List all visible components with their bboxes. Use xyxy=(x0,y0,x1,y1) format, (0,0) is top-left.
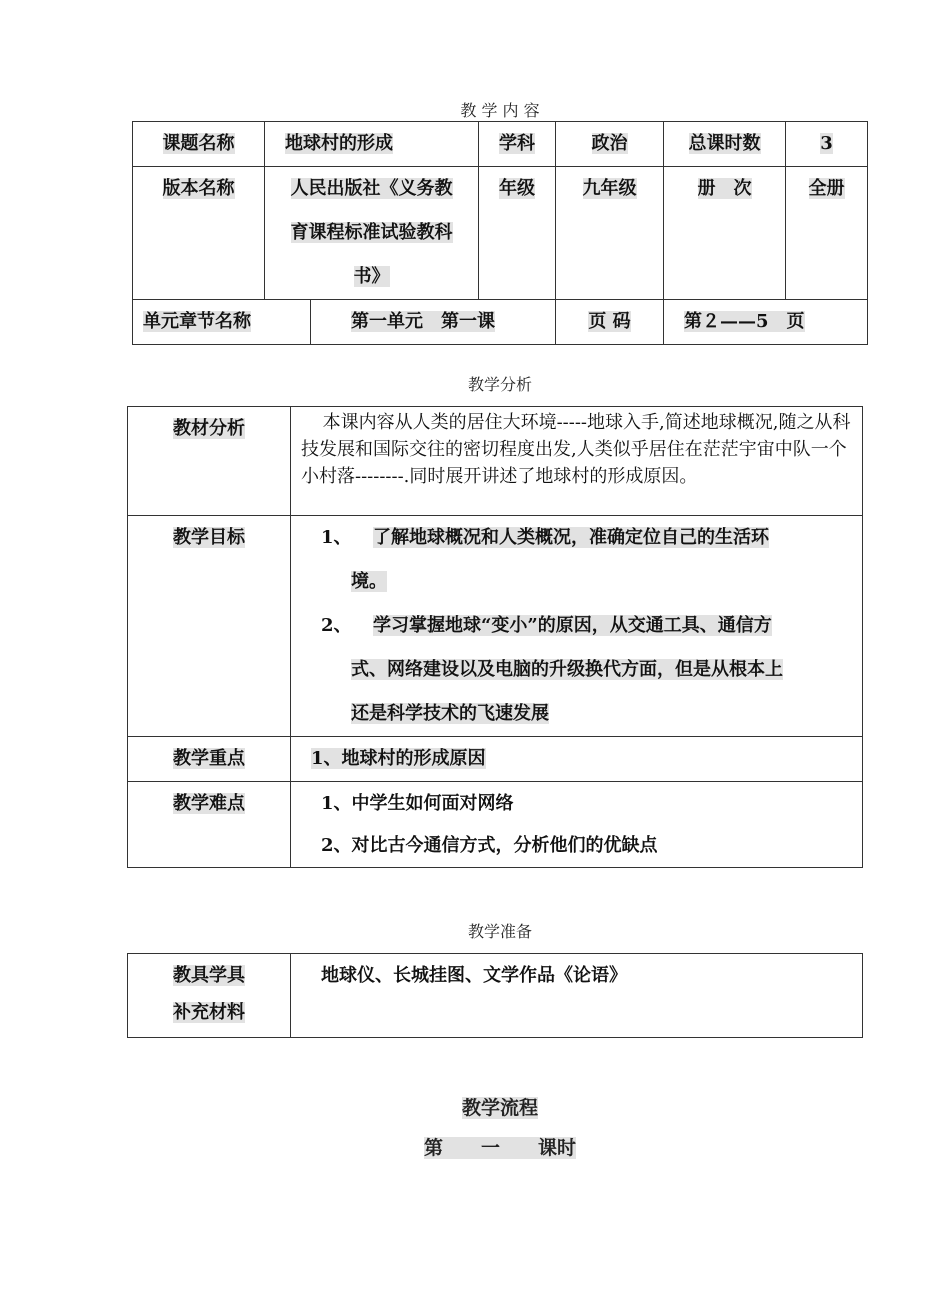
volume-value-cell xyxy=(786,167,868,300)
edition-value-cell xyxy=(265,167,479,300)
grade-value: 九年级 xyxy=(582,178,637,199)
volume-value: 全册 xyxy=(808,178,845,199)
goal-item-2 xyxy=(291,604,862,736)
grade-label: 年级 xyxy=(499,178,535,199)
volume-label-cell xyxy=(664,167,786,300)
difficulty-label: 教学难点 xyxy=(173,793,245,814)
topic-label-cell xyxy=(133,122,265,167)
material-label: 教材分析 xyxy=(173,418,245,439)
key-label: 教学重点 xyxy=(173,748,245,769)
unit-label-cell xyxy=(133,300,311,345)
page-value-cell xyxy=(664,300,868,345)
prep-value-cell xyxy=(291,954,863,1038)
material-cell xyxy=(291,407,863,516)
unit-label: 单元章节名称 xyxy=(143,311,251,332)
page-label-cell xyxy=(556,300,664,345)
topic-value-cell xyxy=(265,122,479,167)
edition-value-line-1: 人民出版社《义务教 xyxy=(290,178,453,199)
subject-value-cell xyxy=(556,122,664,167)
page-label: 页 码 xyxy=(588,311,631,332)
unit-value: 第一单元 第一课 xyxy=(351,311,495,332)
edition-label-cell xyxy=(133,167,265,300)
subject-label: 学科 xyxy=(499,133,535,154)
analysis-table xyxy=(127,406,863,868)
goal-1-line-1: 了解地球概况和人类概况，准确定位自己的生活环 xyxy=(373,527,769,548)
prep-label-cell xyxy=(128,954,291,1038)
hours-label: 总课时数 xyxy=(688,133,761,154)
content-section-title: 教 学 内 容 xyxy=(460,101,540,120)
key-text: 1、地球村的形成原因 xyxy=(311,748,486,769)
process-section-title: 教学流程 xyxy=(461,1097,538,1119)
subject-value: 政治 xyxy=(591,133,628,154)
analysis-section-title: 教学分析 xyxy=(467,375,532,394)
material-label-cell xyxy=(128,407,291,516)
goal-item-1 xyxy=(291,516,862,604)
topic-label: 课题名称 xyxy=(162,133,235,154)
prep-label-line-2: 补充材料 xyxy=(173,1002,245,1023)
hours-label-cell xyxy=(664,122,786,167)
goal-2-line-3: 还是科学技术的飞速发展 xyxy=(351,703,549,724)
prep-section-title: 教学准备 xyxy=(467,922,532,941)
difficulty-item-1: 1、中学生如何面对网络 xyxy=(321,793,514,814)
edition-value-line-2: 育课程标准试验教科 xyxy=(290,222,453,243)
key-label-cell xyxy=(128,737,291,782)
goal-2-line-2: 式、网络建设以及电脑的升级换代方面，但是从根本上 xyxy=(351,659,783,680)
topic-value: 地球村的形成 xyxy=(285,133,393,154)
edition-label: 版本名称 xyxy=(162,178,235,199)
hours-value: 3 xyxy=(820,133,833,154)
volume-label: 册 次 xyxy=(697,178,752,199)
prep-table xyxy=(127,953,863,1038)
content-table xyxy=(132,121,868,345)
goal-2-number: 2、 xyxy=(321,615,352,636)
unit-value-cell xyxy=(311,300,556,345)
grade-value-cell xyxy=(556,167,664,300)
grade-label-cell xyxy=(479,167,556,300)
difficulty-cell xyxy=(291,782,863,868)
goal-1-number: 1、 xyxy=(321,527,352,548)
prep-value: 地球仪、长城挂图、文学作品《论语》 xyxy=(321,965,627,986)
difficulty-item-2: 2、对比古今通信方式，分析他们的优缺点 xyxy=(321,835,658,856)
prep-label-line-1: 教具学具 xyxy=(173,965,245,986)
goals-cell xyxy=(291,516,863,737)
subject-label-cell xyxy=(479,122,556,167)
edition-value-line-3: 书》 xyxy=(353,266,390,287)
key-cell xyxy=(291,737,863,782)
process-section-subtitle: 第 一 课时 xyxy=(423,1137,576,1159)
goals-label: 教学目标 xyxy=(173,527,245,548)
goals-label-cell xyxy=(128,516,291,737)
hours-value-cell xyxy=(786,122,868,167)
goal-1-line-2: 境。 xyxy=(351,571,387,592)
page-value: 第２——5 页 xyxy=(684,311,805,332)
difficulty-label-cell xyxy=(128,782,291,868)
material-text: 本课内容从人类的居住大环境-----地球入手,简述地球概况,随之从科技发展和国际交往的密切程度出发,人类似乎居住在茫茫宇宙中队一个小村落--------.同时展开讲述了地球村的形成原因。 xyxy=(301,412,851,487)
goal-2-line-1: 学习掌握地球“变小”的原因，从交通工具、通信方 xyxy=(373,615,772,636)
